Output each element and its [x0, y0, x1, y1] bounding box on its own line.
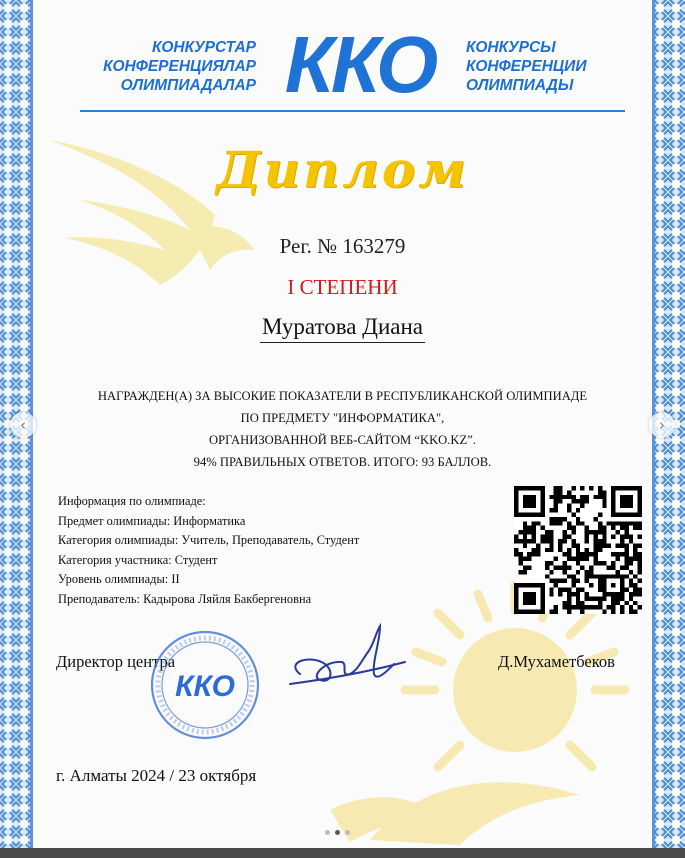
info-participant: Категория участника: Студент — [58, 552, 218, 567]
degree-label: I СТЕПЕНИ — [287, 275, 398, 299]
header-right-line: КОНКУРСЫ — [466, 39, 556, 56]
sun-watermark-icon — [330, 580, 660, 850]
stamp-text: ККО — [175, 670, 235, 703]
header-left-line: КОНФЕРЕНЦИЯЛАР — [103, 58, 256, 75]
next-post-preview — [0, 848, 685, 858]
header-left-line: ОЛИМПИАДАЛАР — [120, 77, 256, 94]
chevron-left-icon[interactable]: ‹ — [10, 412, 36, 438]
recipient-wrap — [0, 314, 685, 343]
qr-code-icon — [514, 486, 642, 614]
info-level: Уровень олимпиады: II — [58, 572, 180, 586]
info-teacher: Преподаватель: Кадырова Ляйля Бакбергеновна — [58, 591, 312, 606]
director-label: Директор центра — [56, 652, 176, 671]
diploma-title: Диплом — [216, 140, 469, 199]
info-heading: Информация по олимпиаде: — [58, 494, 206, 508]
award-text — [40, 385, 645, 473]
info-subject: Предмет олимпиады: Информатика — [58, 513, 246, 528]
award-line: ПО ПРЕДМЕТУ "ИНФОРМАТИКА", — [240, 411, 445, 425]
award-line: НАГРАЖДЕН(А) ЗА ВЫСОКИЕ ПОКАЗАТЕЛИ В РЕСПУБЛИКАНСКОЙ ОЛИМПИАДЕ — [97, 389, 588, 403]
info-category: Категория олимпиады: Учитель, Преподаватель, Студент — [58, 533, 360, 547]
award-line: ОРГАНИЗОВАННОЙ ВЕБ-САЙТОМ “KKO.KZ”. — [209, 433, 476, 447]
director-name: Д.Мухаметбеков — [498, 652, 615, 671]
brand-logo-text: ККО — [284, 20, 436, 109]
header-right-russian — [466, 38, 636, 95]
signature-icon — [280, 622, 410, 692]
round-stamp-icon — [140, 630, 270, 740]
carousel-dots — [325, 830, 365, 838]
chevron-right-icon[interactable]: › — [649, 412, 675, 438]
place-and-date: г. Алматы 2024 / 23 октября — [56, 766, 257, 785]
header-right-line: ОЛИМПИАДЫ — [466, 77, 574, 94]
recipient-name: Муратова Диана — [260, 314, 425, 343]
header-left-line: КОНКУРСТАР — [152, 39, 256, 56]
registration-number: Рег. № 163279 — [279, 234, 406, 258]
header-divider — [80, 110, 625, 112]
header-left-kazakh — [78, 38, 256, 95]
olympiad-info — [58, 492, 458, 609]
carousel-dot[interactable] — [345, 830, 350, 835]
carousel-dot[interactable] — [325, 830, 330, 835]
carousel-dot-active[interactable] — [335, 830, 340, 835]
award-line: 94% ПРАВИЛЬНЫХ ОТВЕТОВ. ИТОГО: 93 БАЛЛОВ. — [193, 455, 492, 469]
header-right-line: КОНФЕРЕНЦИИ — [466, 58, 587, 75]
